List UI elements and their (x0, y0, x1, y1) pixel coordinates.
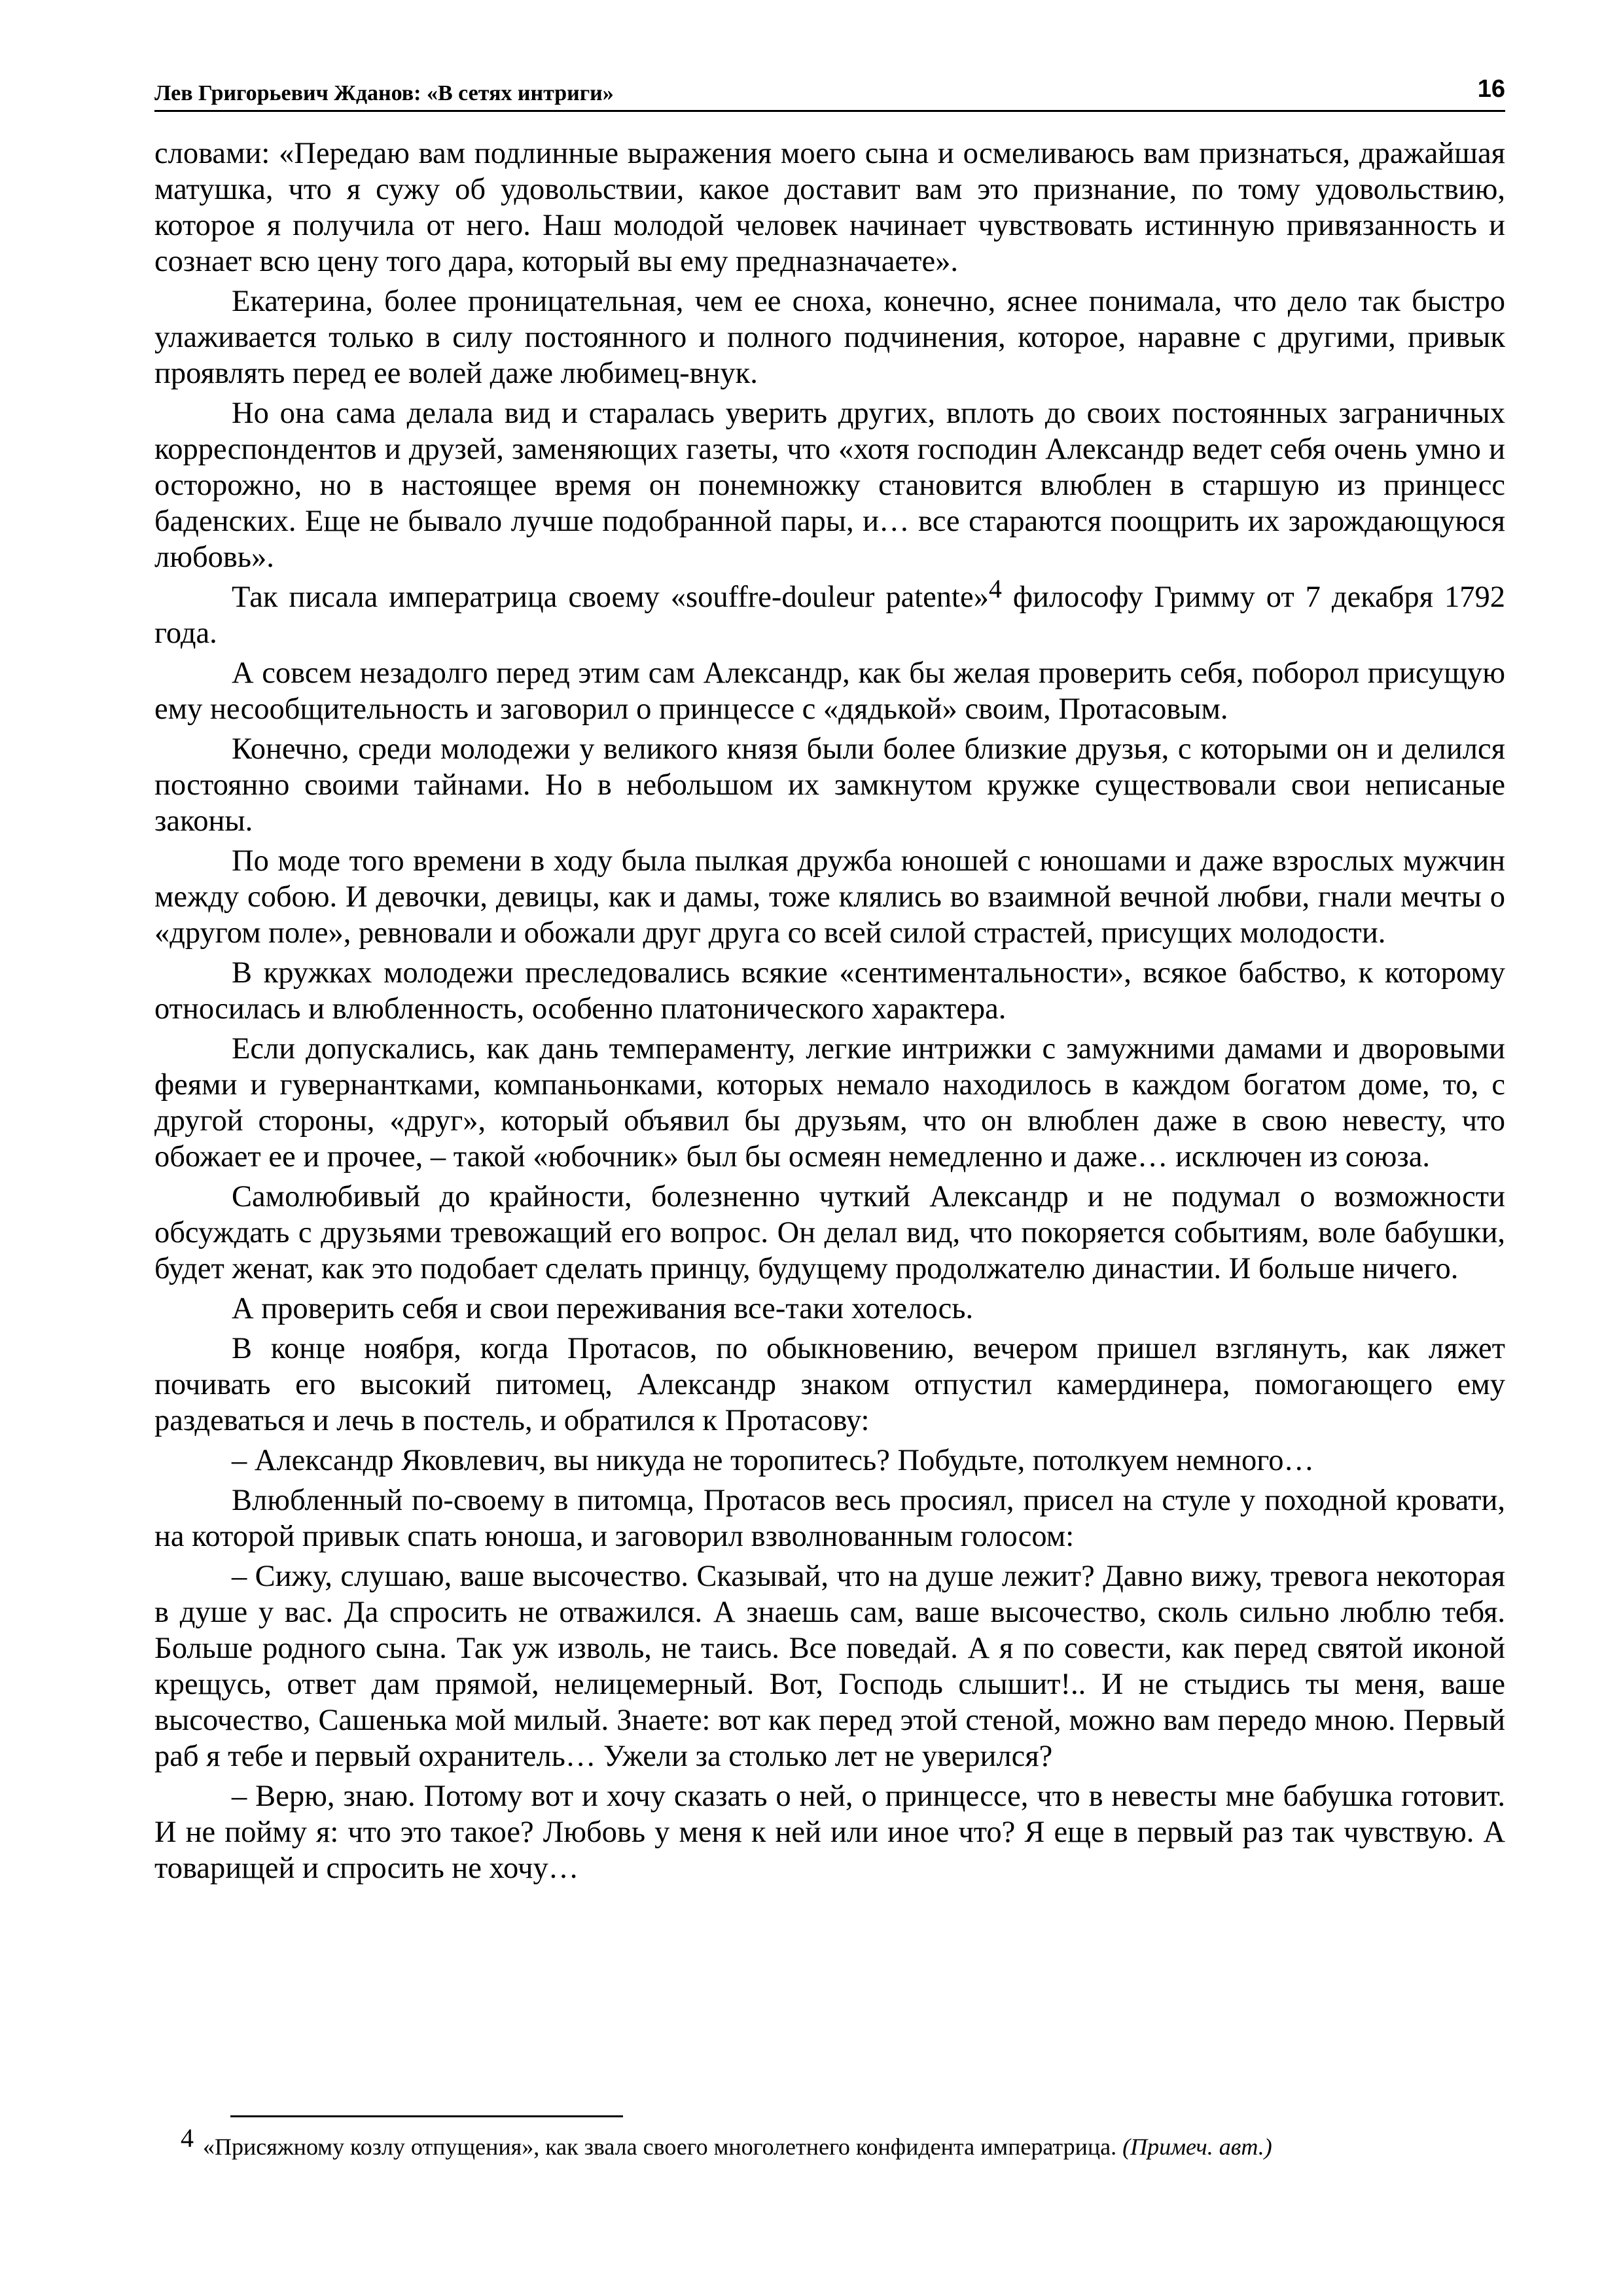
paragraph: Если допускались, как дань темпераменту, легкие интрижки с замужними дамами и дворовыми феями и гувернантками, компаньонками, которых немало находилось в каждом богатом доме, то, с другой стороны, «друг», который объявил бы друзьям, что он влюблен даже в свою невесту, что обожает ее и прочее, – такой «юбочник» был бы осмеян немедленно и даже… исключен из союза. (154, 1032, 1505, 1174)
paragraph: – Сижу, слушаю, ваше высочество. Сказывай, что на душе лежит? Давно вижу, тревога некоторая в душе у вас. Да спросить не отважился. А знаешь сам, ваше высочество, сколь сильно люблю тебя. Больше родного сына. Так уж изволь, не таись. Все поведай. А я по совести, как перед святой иконой крещусь, ответ дам прямой, нелицемерный. Вот, Господь слышит!.. И не стыдись ты меня, ваше высочество, Сашенька мой милый. Знаете: вот как перед этой стеной, можно вам передо мною. Первый раб я тебе и первый охранитель… Ужели за столько лет не уверился? (154, 1560, 1505, 1773)
footnote-note: (Примеч. авт.) (1122, 2134, 1272, 2160)
paragraph: В кружках молодежи преследовались всякие «сентиментальности», всякое бабство, к которому относилась и влюбленность, особенно платонического характера. (154, 956, 1505, 1026)
paragraph: А совсем незадолго перед этим сам Александр, как бы желая проверить себя, поборол присущую ему несообщительность и заговорил о принцессе с «дядькой» своим, Протасовым. (154, 656, 1505, 726)
footnote-reference[interactable]: 4 (988, 574, 1002, 603)
running-header (154, 65, 1505, 112)
paragraph: Самолюбивый до крайности, болезненно чуткий Александр и не подумал о возможности обсуждать с друзьями тревожащий его вопрос. Он делал вид, что покоряется событиям, воле бабушки, будет женат, как это подобает сделать принцу, будущему продолжателю династии. И больше ничего. (154, 1180, 1505, 1285)
paragraph (154, 574, 1505, 651)
body-text (154, 135, 1505, 1890)
paragraph: словами: «Передаю вам подлинные выражения моего сына и осмеливаюсь вам признаться, дражайшая матушка, что я сужу об удовольствии, какое доставит вам это признание, по тому удовольствию, которое я получила от него. Наш молодой человек начинает чувствовать истинную привязанность и сознает всю цену того дара, который вы ему предназначаете». (154, 137, 1505, 278)
header-title: Лев Григорьевич Жданов: «В сетях интриги» (154, 81, 614, 105)
footnote-text: «Присяжному козлу отпущения», как звала своего многолетнего конфидента императрица. (203, 2134, 1123, 2160)
paragraph: По моде того времени в ходу была пылкая дружба юношей с юношами и даже взрослых мужчин между собою. И девочки, девицы, как и дамы, тоже клялись во взаимной вечной любви, гнали мечты о «другом поле», ревновали и обожали друг друга со всей силой страстей, присущих молодости. (154, 844, 1505, 950)
paragraph-text: философу Гримму от 7 декабря 1792 года. (154, 581, 1505, 650)
paragraph: Но она сама делала вид и старалась уверить других, вплоть до своих постоянных заграничных корреспондентов и друзей, заменяющих газеты, что «хотя господин Александр ведет себя очень умно и осторожно, но в настоящее время он понемножку становится влюблен в старшую из принцесс баденских. Еще не бывало лучше подобранной пары, и… все стараются поощрить их зарождающуюся любовь». (154, 397, 1505, 574)
page-number: 16 (1477, 75, 1505, 103)
paragraph: Конечно, среди молодежи у великого князя были более близкие друзья, с которыми он и делился постоянно своими тайнами. Но в небольшом их замкнутом кружке существовали свои неписаные законы. (154, 732, 1505, 838)
paragraph: В конце ноября, когда Протасов, по обыкновению, вечером пришел взглянуть, как ляжет почивать его высокий питомец, Александр знаком отпустил камердинера, помогающего ему раздеваться и лечь в постель, и обратился к Протасову: (154, 1332, 1505, 1437)
paragraph-text: Так писала императрица своему «souffre-douleur patente» (232, 581, 989, 614)
paragraph: А проверить себя и свои переживания все-таки хотелось. (232, 1292, 974, 1325)
footnote-number: 4 (181, 2123, 194, 2153)
paragraph: Влюбленный по-своему в питомца, Протасов весь просиял, присел на стуле у походной кровати, на которой привык спать юноша, и заговорил взволнованным голосом: (154, 1484, 1505, 1553)
footnote-separator (230, 2115, 623, 2117)
paragraph: Екатерина, более проницательная, чем ее сноха, конечно, яснее понимала, что дело так быстро улаживается только в силу постоянного и полного подчинения, которое, наравне с другими, привык проявлять перед ее волей даже любимец-внук. (154, 285, 1505, 390)
paragraph: – Верю, знаю. Потому вот и хочу сказать о ней, о принцессе, что в невесты мне бабушка готовит. И не пойму я: что это такое? Любовь у меня к ней или иное что? Я еще в первый раз так чувствую. А товарищей и спросить не хочу… (154, 1780, 1505, 1885)
paragraph: – Александр Яковлевич, вы никуда не торопитесь? Побудьте, потолкуем немного… (232, 1444, 1314, 1477)
footnote (181, 2123, 1489, 2161)
